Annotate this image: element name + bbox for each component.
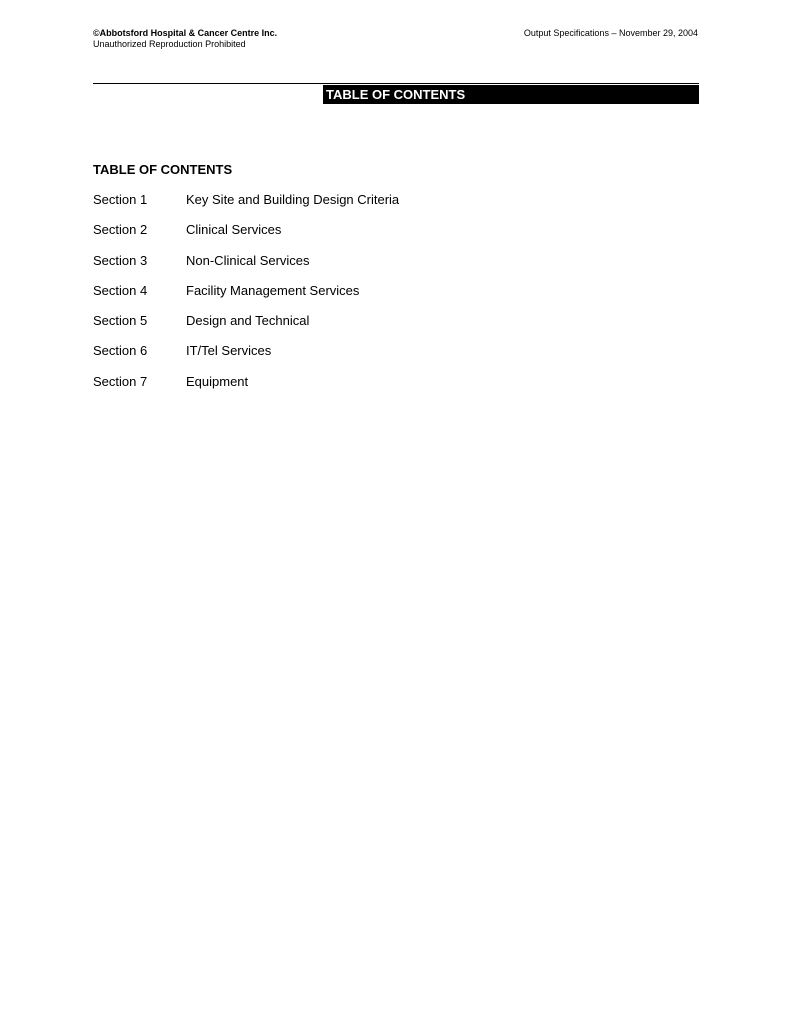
toc-entry-title: Key Site and Building Design Criteria	[186, 192, 400, 207]
organization-name: ©Abbotsford Hospital & Cancer Centre Inc.	[93, 28, 278, 38]
reproduction-notice: Unauthorized Reproduction Prohibited	[93, 39, 246, 49]
toc-entry-section: Section 2	[93, 222, 148, 238]
toc-entry-section: Section 4	[93, 282, 148, 298]
toc-entry	[93, 343, 399, 373]
toc-entry-title: IT/Tel Services	[186, 343, 272, 359]
document-info: Output Specifications – November 29, 2004	[523, 28, 698, 38]
toc-entry-section: Section 1	[93, 192, 148, 207]
toc-entry-section: Section 5	[93, 313, 148, 329]
toc-entry	[93, 374, 399, 404]
toc-entry-section: Section 7	[93, 373, 148, 389]
section-title-bar	[323, 85, 699, 104]
toc-entry-title: Clinical Services	[186, 222, 282, 238]
toc-heading: TABLE OF CONTENTS	[93, 162, 233, 177]
toc-entry	[93, 283, 399, 313]
toc-entry-title: Design and Technical	[186, 313, 310, 329]
toc-entry-title: Equipment	[186, 373, 249, 389]
toc-entry-title: Non-Clinical Services	[186, 252, 310, 268]
toc-entry-title: Facility Management Services	[186, 282, 360, 298]
toc-list	[93, 192, 399, 404]
toc-entry	[93, 192, 399, 222]
toc-entry	[93, 313, 399, 343]
toc-entry	[93, 222, 399, 252]
toc-entry-section: Section 3	[93, 252, 148, 268]
page-header-left	[93, 28, 277, 50]
toc-entry-section: Section 6	[93, 343, 148, 359]
header-divider	[93, 83, 699, 84]
section-title-label: TABLE OF CONTENTS	[326, 87, 466, 102]
toc-entry	[93, 253, 399, 283]
